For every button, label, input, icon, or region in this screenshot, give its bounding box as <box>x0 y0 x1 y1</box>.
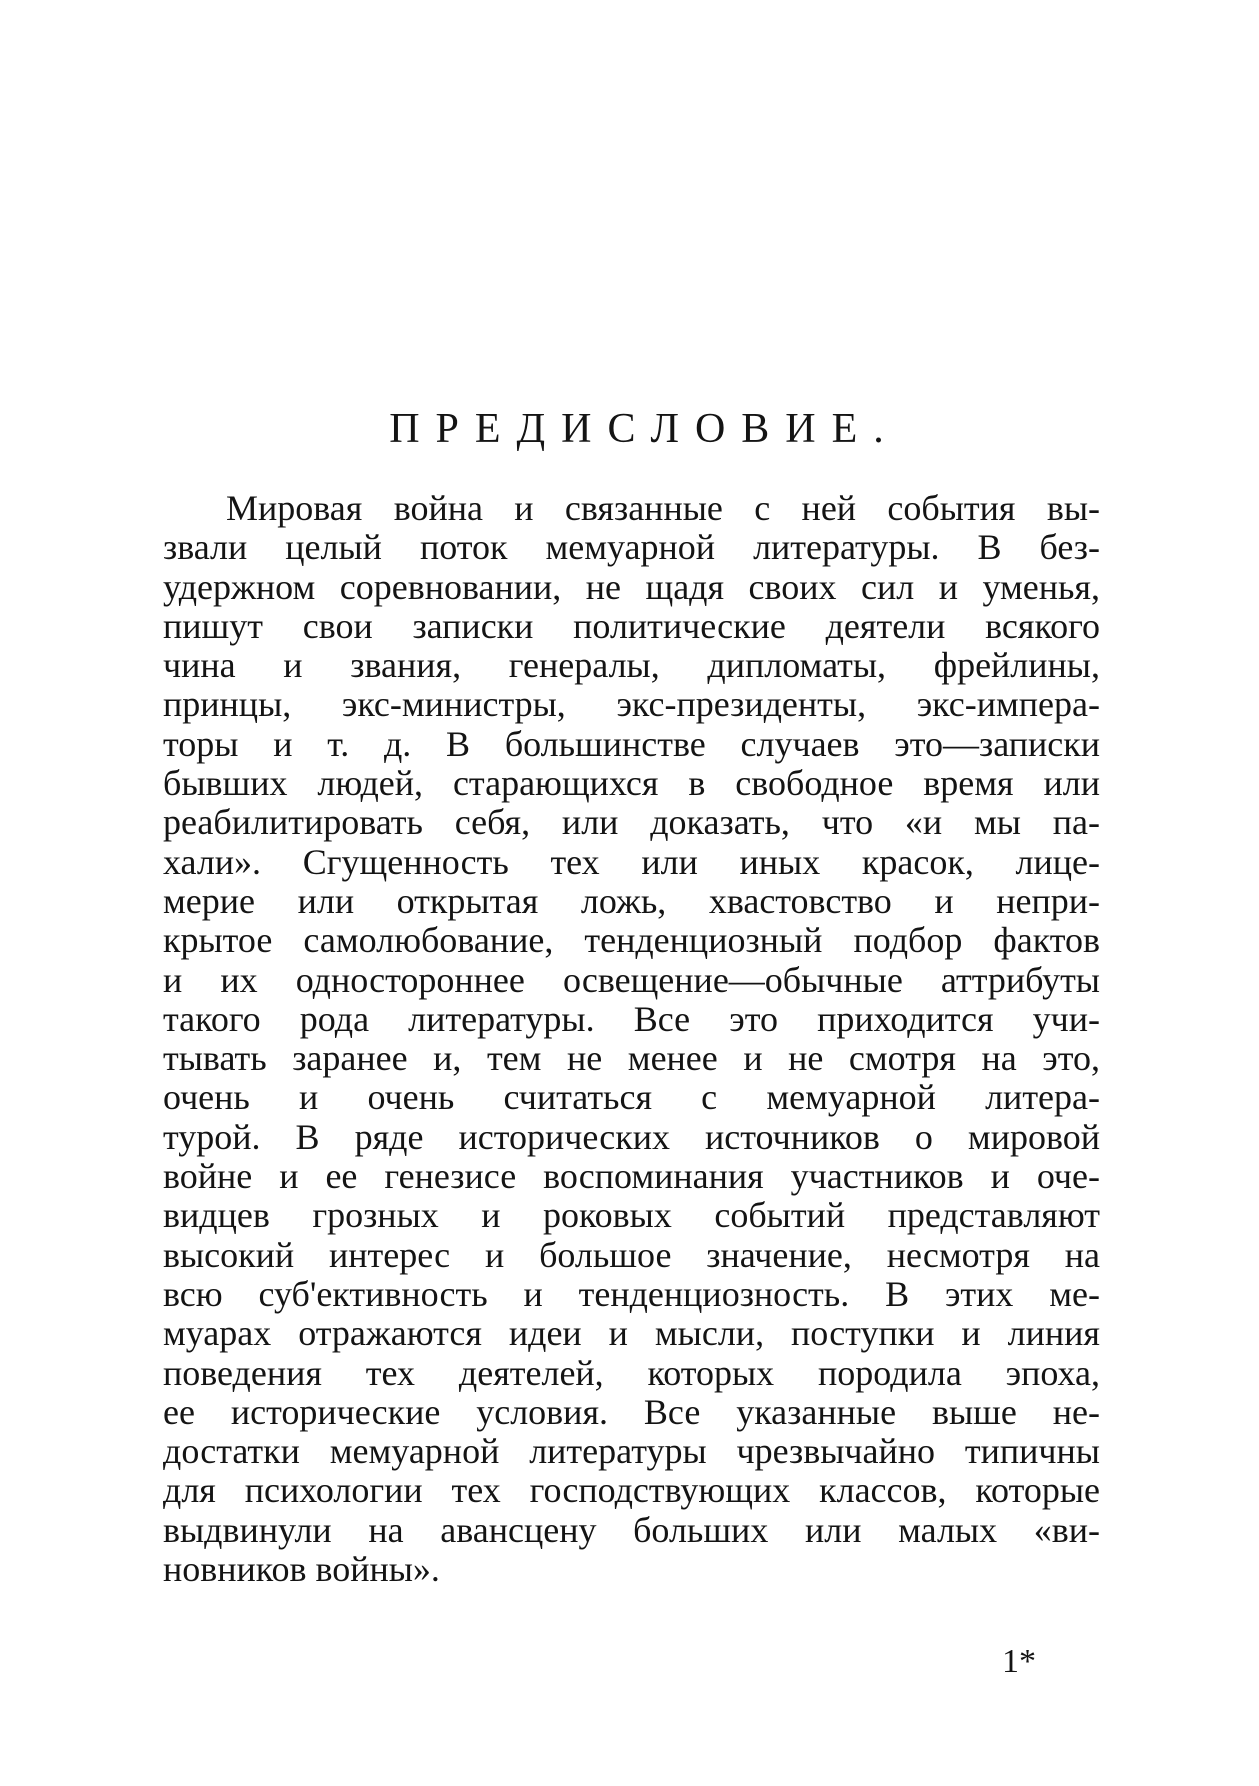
text-line: реабилитировать себя, или доказать, что «и мы па- <box>163 803 1100 843</box>
text-line: муарах отражаются идеи и мысли, поступки и линия <box>163 1314 1100 1354</box>
text-line: такого рода литературы. Все это приходится учи- <box>163 999 1100 1039</box>
text-line: пишут свои записки политические деятели всякого <box>163 606 1100 646</box>
text-line: турой. В ряде исторических источников о мировой <box>163 1117 1100 1157</box>
page-title: ПРЕДИСЛОВИЕ. <box>389 406 900 452</box>
text-line: бывших людей, старающихся в свободное время или <box>163 764 1100 804</box>
text-line: мерие или открытая ложь, хвастовство и непри- <box>163 881 1100 921</box>
text-line: торы и т. д. В большинстве случаев это—записки <box>163 724 1100 764</box>
text-line: достатки мемуарной литературы чрезвычайно типичны <box>163 1432 1100 1472</box>
text-line: и их одностороннее освещение—обычные аттрибуты <box>163 960 1100 1000</box>
text-line: звали целый поток мемуарной литературы. В без- <box>163 528 1100 568</box>
text-line: всю суб'ективность и тенденциозность. В этих ме- <box>163 1274 1100 1314</box>
text-line: для психологии тех господствующих классов, которые <box>163 1471 1100 1511</box>
text-line: принцы, экс-министры, экс-президенты, экс-импера- <box>163 685 1100 725</box>
text-line: очень и очень считаться с мемуарной литера- <box>163 1078 1100 1118</box>
text-line: новников войны». <box>163 1550 440 1590</box>
text-line: крытое самолюбование, тенденциозный подбор фактов <box>163 921 1100 961</box>
text-line: поведения тех деятелей, которых породила эпоха, <box>163 1353 1100 1393</box>
text-line: ее исторические условия. Все указанные выше не- <box>163 1392 1100 1432</box>
preface-paragraph <box>163 489 1100 1589</box>
text-line: войне и ее генезисе воспоминания участников и оче- <box>163 1157 1100 1197</box>
text-line: Мировая война и связанные с ней события вы- <box>226 489 1100 528</box>
text-line: чина и звания, генералы, дипломаты, фрейлины, <box>163 646 1100 686</box>
text-line: удержном соревновании, не щадя своих сил и уменья, <box>163 567 1100 607</box>
text-line: тывать заранее и, тем не менее и не смотря на это, <box>163 1039 1100 1079</box>
text-line: хали». Сгущенность тех или иных красок, лице- <box>163 842 1100 882</box>
text-line: выдвинули на авансцену больших или малых «ви- <box>163 1510 1100 1550</box>
text-line: высокий интерес и большое значение, несмотря на <box>163 1235 1100 1275</box>
text-line: видцев грозных и роковых событий представляют <box>163 1196 1100 1236</box>
page-number: 1* <box>1002 1643 1036 1680</box>
